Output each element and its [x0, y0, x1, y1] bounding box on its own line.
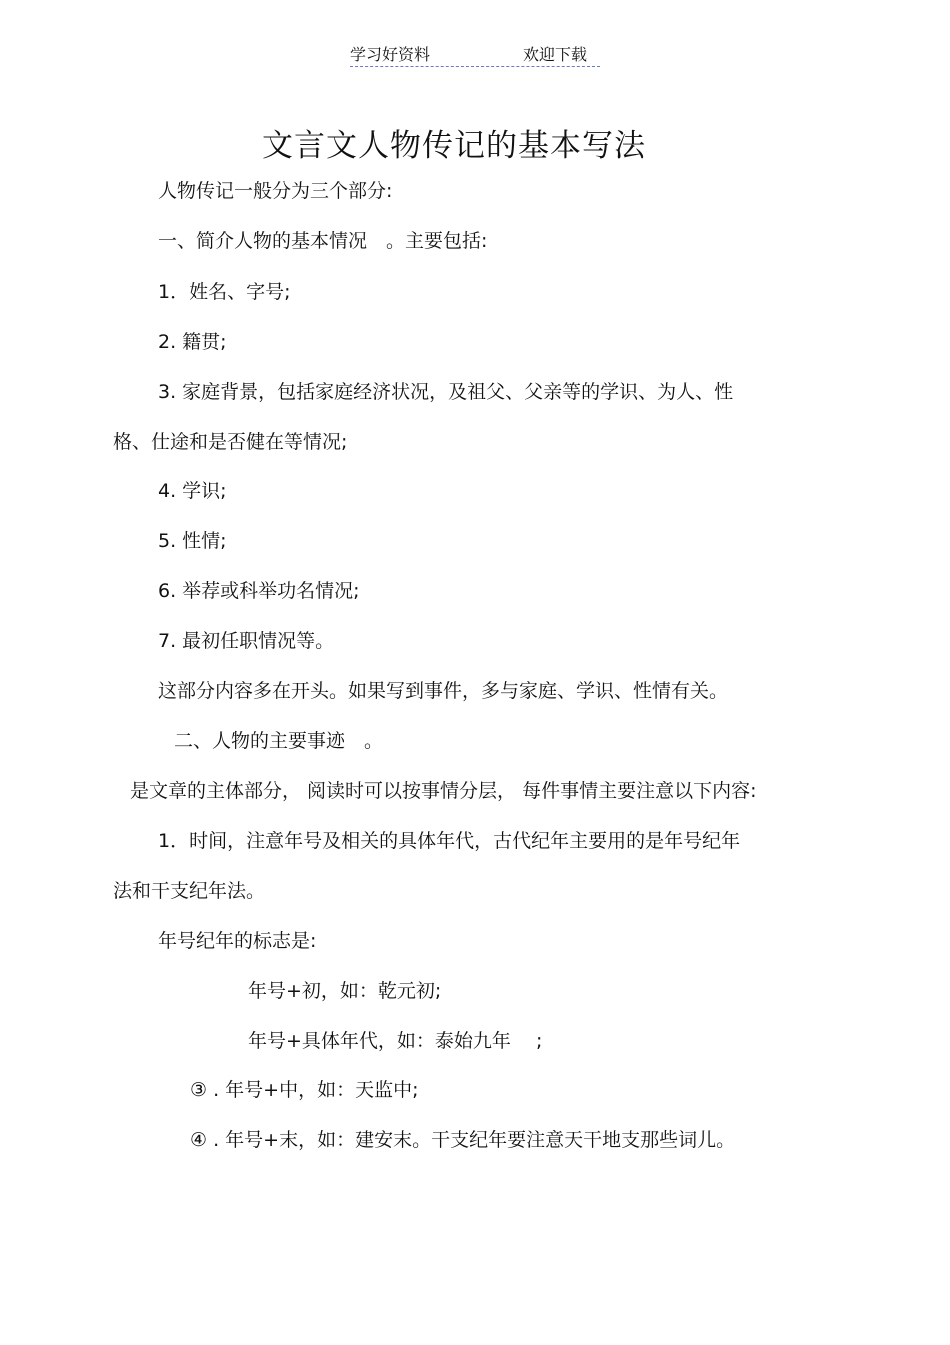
- list-item: 4. 学识;: [158, 480, 227, 502]
- intro-line: 人物传记一般分为三个部分:: [158, 180, 393, 202]
- sub-item: ④ . 年号+末，如：建安末。干支纪年要注意天干地支那些词儿。: [190, 1129, 736, 1151]
- paragraph: 年号纪年的标志是:: [158, 930, 317, 952]
- list-item-continuation: 法和干支纪年法。: [113, 880, 266, 902]
- sub-item: 年号+初，如：乾元初;: [248, 980, 442, 1002]
- list-item: 6. 举荐或科举功名情况;: [158, 580, 360, 602]
- paragraph: 这部分内容多在开头。如果写到事件，多与家庭、学识、性情有关。: [158, 680, 729, 702]
- page-header: [350, 42, 600, 67]
- list-item: 5. 性情;: [158, 530, 227, 552]
- list-item: 1．时间，注意年号及相关的具体年代，古代纪年主要用的是年号纪年: [158, 830, 741, 852]
- document-title: 文言文人物传记的基本写法: [262, 128, 646, 164]
- list-item: 3. 家庭背景，包括家庭经济状况，及祖父、父亲等的学识、为人、性: [158, 381, 734, 403]
- header-right-text: 欢迎下载: [523, 45, 588, 64]
- list-item: 2. 籍贯;: [158, 331, 227, 353]
- list-item: 1．姓名、字号;: [158, 281, 291, 303]
- paragraph: 是文章的主体部分， 阅读时可以按事情分层， 每件事情主要注意以下内容:: [130, 780, 757, 802]
- sub-item: 年号+具体年代，如：泰始九年 ;: [248, 1030, 543, 1052]
- section-one-heading: 一、简介人物的基本情况 。主要包括:: [158, 230, 488, 252]
- sub-item: ③ . 年号+中，如：天监中;: [190, 1079, 419, 1101]
- list-item: 7. 最初任职情况等。: [158, 630, 335, 652]
- list-item-continuation: 格、仕途和是否健在等情况;: [113, 431, 348, 453]
- section-two-heading: 二、人物的主要事迹 。: [174, 730, 384, 752]
- header-left-text: 学习好资料: [350, 45, 431, 64]
